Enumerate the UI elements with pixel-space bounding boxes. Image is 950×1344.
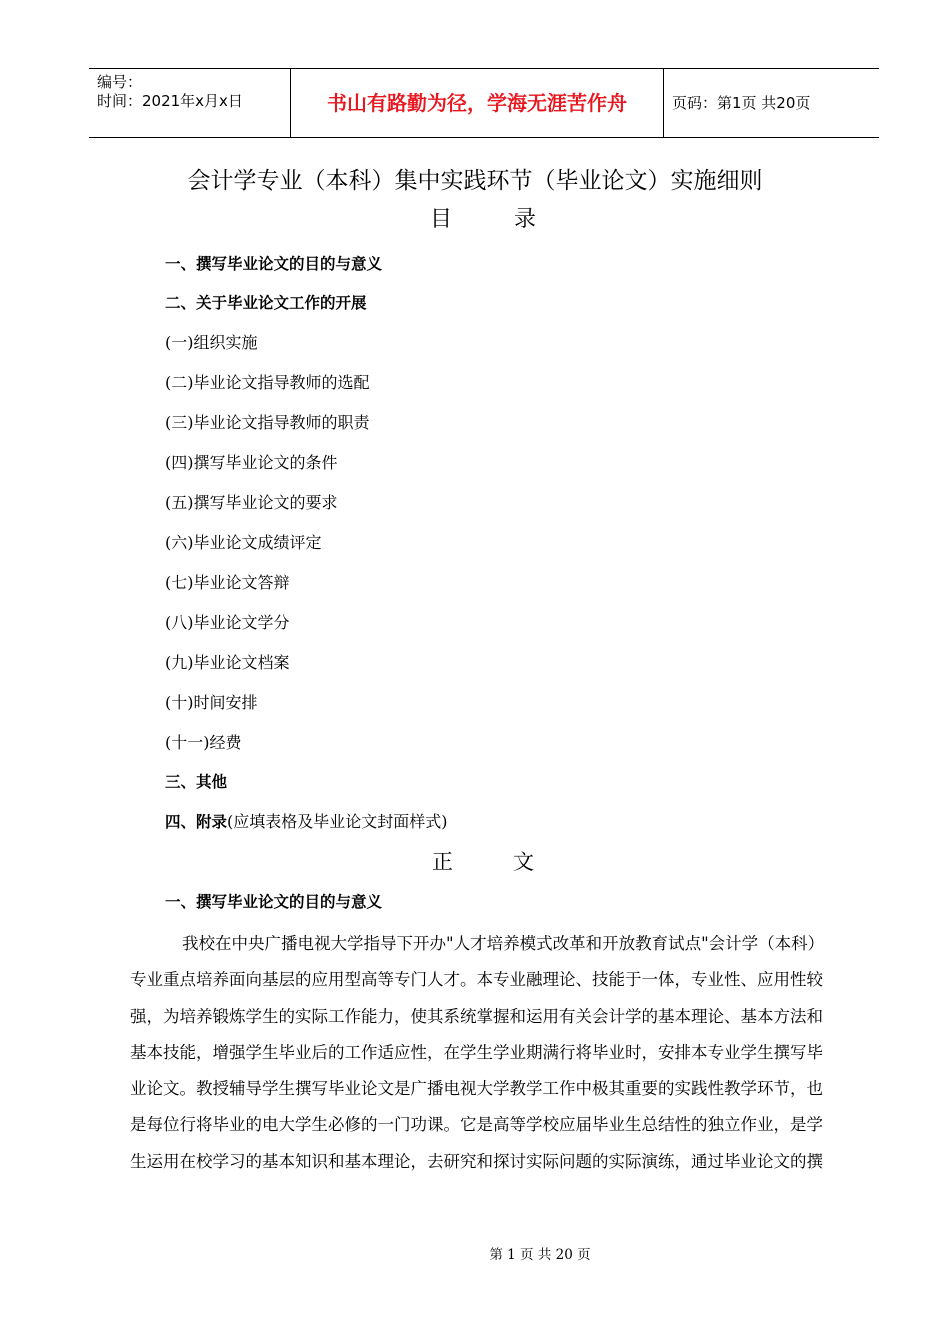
document-number-label: 编号： <box>97 73 143 91</box>
toc-heading <box>430 206 536 234</box>
paragraph-line: 生运用在校学习的基本知识和基本理论，去研究和探讨实际问题的实际演练，通过毕业论文的撰 <box>130 1151 823 1171</box>
toc-item: 三、其他 <box>165 773 228 791</box>
toc-appendix-label: 四、附录 <box>165 813 228 831</box>
header-motto-cell <box>291 69 664 137</box>
paragraph-line: 是每位行将毕业的电大学生必修的一门功课。它是高等学校应届毕业生总结性的独立作业，是学 <box>130 1115 823 1135</box>
toc-item: (二)毕业论文指导教师的选配 <box>165 373 370 392</box>
paragraph-line: 基本技能，增强学生毕业后的工作适应性，在学生学业期满行将毕业时，安排本专业学生撰写毕 <box>130 1042 823 1062</box>
toc-item: (九)毕业论文档案 <box>165 653 290 672</box>
toc-item: (五)撰写毕业论文的要求 <box>165 493 338 512</box>
header-motto: 书山有路勤为径，学海无涯苦作舟 <box>327 91 627 115</box>
toc-item: (十)时间安排 <box>165 693 258 712</box>
toc-heading-char-1: 目 <box>430 207 453 232</box>
page-header <box>89 68 879 138</box>
document-title: 会计学专业（本科）集中实践环节（毕业论文）实施细则 <box>187 168 763 194</box>
toc-heading-char-2: 录 <box>514 207 537 232</box>
section-heading: 一、撰写毕业论文的目的与意义 <box>165 893 383 911</box>
toc-item: (四)撰写毕业论文的条件 <box>165 453 338 472</box>
toc-item: (六)毕业论文成绩评定 <box>165 533 322 552</box>
toc-item: (一)组织实施 <box>165 333 258 352</box>
paragraph-line: 我校在中央广播电视大学指导下开办"人才培养模式改革和开放教育试点"会计学（本科） <box>182 934 825 953</box>
page-footer: 第 1 页 共 20 页 <box>489 1247 591 1263</box>
toc-item: (七)毕业论文答辩 <box>165 573 290 592</box>
toc-item-appendix <box>165 811 448 833</box>
body-heading-char-1: 正 <box>432 850 453 874</box>
body-heading-char-2: 文 <box>513 850 534 874</box>
toc-item: 二、关于毕业论文工作的开展 <box>165 294 367 312</box>
toc-appendix-note: (应填表格及毕业论文封面样式) <box>227 812 448 831</box>
body-paragraph <box>130 926 836 1180</box>
paragraph-line: 业论文。教授辅导学生撰写毕业论文是广播电视大学教学工作中极其重要的实践性教学环节，也 <box>130 1079 823 1099</box>
document-time-label: 时间：2021年x月x日 <box>97 92 243 110</box>
paragraph-line: 强，为培养锻炼学生的实际工作能力，使其系统掌握和运用有关会计学的基本理论、基本方法和 <box>130 1006 823 1026</box>
toc-item: 一、撰写毕业论文的目的与意义 <box>165 255 383 273</box>
toc-item: (十一)经费 <box>165 733 242 752</box>
toc-item: (三)毕业论文指导教师的职责 <box>165 413 370 432</box>
toc-item: (八)毕业论文学分 <box>165 613 290 632</box>
header-meta-cell <box>89 69 291 137</box>
paragraph-line: 专业重点培养面向基层的应用型高等专门人才。本专业融理论、技能于一体，专业性、应用性较 <box>130 970 823 990</box>
header-page-cell <box>664 69 879 137</box>
header-page-info: 页码：第1页 共20页 <box>672 94 811 112</box>
body-heading <box>432 848 534 876</box>
